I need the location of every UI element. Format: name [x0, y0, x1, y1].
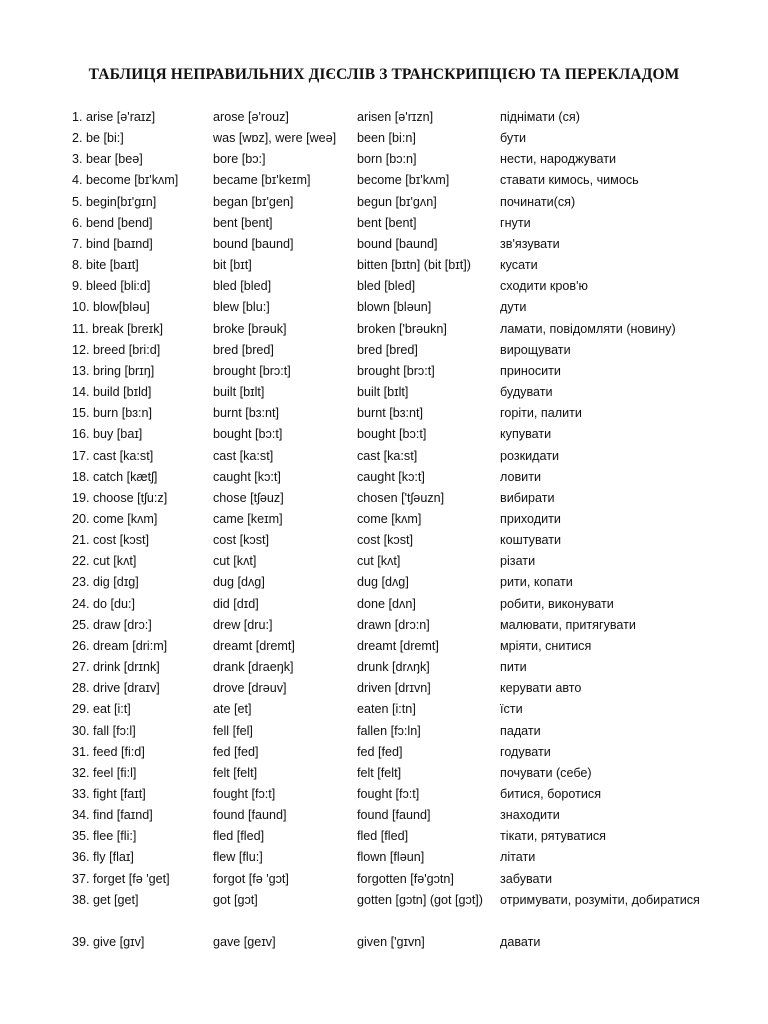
infinitive-cell: 13. bring [brɪŋ]	[72, 363, 155, 378]
past-simple-cell: ate [et]	[213, 702, 252, 717]
translation-cell: піднімати (ся)	[500, 110, 580, 124]
translation-cell: їсти	[500, 702, 523, 717]
translation-cell: рити, копати	[500, 575, 573, 590]
past-participle-cell: felt [felt]	[357, 765, 402, 780]
infinitive-cell: 22. cut [kʌt]	[72, 554, 137, 569]
infinitive-cell: 17. cast [ka:st]	[72, 448, 154, 463]
past-simple-cell: forgot [fə 'gɔt]	[213, 871, 289, 886]
past-participle-cell: blown [bləun]	[357, 300, 432, 315]
table-row	[72, 634, 712, 655]
translation-cell: коштувати	[500, 533, 562, 548]
past-participle-cell: drawn [drɔ:n]	[357, 617, 430, 632]
translation-cell: бути	[500, 131, 527, 146]
past-participle-cell: cut [kʌt]	[357, 554, 401, 569]
translation-cell: вирощувати	[500, 342, 571, 357]
past-simple-cell: brought [brɔ:t]	[213, 363, 291, 378]
translation-cell: літати	[500, 850, 536, 865]
infinitive-cell: 15. burn [bɜ:n]	[72, 406, 152, 421]
table-row	[72, 867, 712, 888]
infinitive-cell: 31. feed [fi:d]	[72, 744, 145, 759]
past-participle-cell: bent [bent]	[357, 215, 417, 230]
past-participle-cell: built [bɪlt]	[357, 385, 409, 400]
past-simple-cell: bled [bled]	[213, 279, 272, 294]
past-simple-cell: cost [kɔst]	[213, 533, 269, 548]
irregular-verbs-table	[72, 105, 712, 951]
past-participle-cell: come [kʌm]	[357, 511, 422, 526]
infinitive-cell: 21. cost [kɔst]	[72, 533, 149, 548]
past-participle-cell: broken ['brəukn]	[357, 321, 447, 336]
past-participle-cell: dreamt [dremt]	[357, 638, 439, 653]
table-row	[72, 401, 712, 422]
past-simple-cell: drank [draeŋk]	[213, 660, 294, 675]
past-simple-cell: cut [kʌt]	[213, 554, 257, 569]
translation-cell: падати	[500, 723, 541, 738]
table-row	[72, 317, 712, 338]
infinitive-cell: 30. fall [fɔ:l]	[72, 723, 136, 738]
translation-cell: вибирати	[500, 490, 555, 505]
infinitive-cell: 19. choose [tʃu:z]	[72, 490, 168, 505]
table-row	[72, 465, 712, 486]
infinitive-cell: 6. bend [bend]	[72, 215, 153, 230]
translation-cell: мріяти, снитися	[500, 638, 592, 653]
infinitive-cell: 5. begin[bɪ'gɪn]	[72, 194, 157, 209]
infinitive-cell: 24. do [du:]	[72, 596, 136, 611]
past-simple-cell: fled [fled]	[213, 829, 265, 844]
past-participle-cell: bought [bɔ:t]	[357, 427, 427, 442]
infinitive-cell: 8. bite [baɪt]	[72, 258, 139, 273]
table-row	[72, 422, 712, 443]
translation-cell: зв'язувати	[500, 236, 560, 251]
past-participle-cell: become [bɪ'kʌm]	[357, 173, 450, 188]
page-title: ТАБЛИЦЯ НЕПРАВИЛЬНИХ ДІЄСЛІВ З ТРАНСКРИПЦІЄЮ ТА ПЕРЕКЛАДОМ	[88, 66, 680, 83]
translation-cell: горіти, палити	[500, 406, 582, 421]
past-simple-cell: found [faund]	[213, 808, 287, 823]
past-participle-cell: cost [kɔst]	[357, 533, 413, 548]
past-simple-cell: broke [brəuk]	[213, 321, 287, 336]
translation-cell: сходити кров'ю	[500, 279, 588, 294]
infinitive-cell: 38. get [get]	[72, 892, 139, 907]
infinitive-cell: 9. bleed [bli:d]	[72, 279, 151, 294]
past-simple-cell: bent [bent]	[213, 215, 273, 230]
past-participle-cell: forgotten [fə'gɔtn]	[357, 871, 454, 886]
past-simple-cell: arose [ə'rouz]	[213, 110, 289, 124]
infinitive-cell: 32. feel [fi:l]	[72, 765, 137, 780]
past-participle-cell: found [faund]	[357, 808, 431, 823]
translation-cell: годувати	[500, 744, 551, 759]
infinitive-cell: 33. fight [faɪt]	[72, 787, 146, 801]
past-simple-cell: chose [tʃəuz]	[213, 490, 284, 505]
table-row	[72, 676, 712, 697]
infinitive-cell: 26. dream [dri:m]	[72, 638, 168, 653]
past-participle-cell: fought [fɔ:t]	[357, 787, 420, 801]
table-row	[72, 528, 712, 549]
table-row	[72, 592, 712, 613]
infinitive-cell: 1. arise [ə'raɪz]	[72, 110, 156, 124]
table-row	[72, 274, 712, 295]
table-row	[72, 761, 712, 782]
table-row	[72, 232, 712, 253]
infinitive-cell: 2. be [bi:]	[72, 131, 124, 146]
translation-cell: розкидати	[500, 448, 560, 463]
past-participle-cell: given ['gɪvn]	[357, 935, 425, 950]
translation-cell: приходити	[500, 511, 561, 526]
translation-cell: купувати	[500, 427, 552, 442]
past-participle-cell: caught [kɔ:t]	[357, 469, 425, 484]
table-row	[72, 211, 712, 232]
table-row	[72, 782, 712, 803]
table-row	[72, 168, 712, 189]
past-simple-cell: bore [bɔ:]	[213, 152, 266, 167]
past-simple-cell: dreamt [dremt]	[213, 638, 295, 653]
translation-cell: отримувати, розуміти, добиратися	[500, 892, 700, 907]
translation-cell: забувати	[500, 871, 553, 886]
infinitive-cell: 35. flee [fli:]	[72, 829, 137, 844]
past-participle-cell: chosen ['tʃəuzn]	[357, 490, 445, 505]
table-row	[72, 740, 712, 761]
table-row	[72, 845, 712, 866]
translation-cell: ловити	[500, 469, 542, 484]
translation-cell: нести, народжувати	[500, 152, 617, 167]
past-participle-cell: fed [fed]	[357, 744, 403, 759]
past-simple-cell: gave [geɪv]	[213, 935, 276, 950]
table-row	[72, 613, 712, 634]
past-participle-cell: been [bi:n]	[357, 131, 416, 146]
infinitive-cell: 36. fly [flaɪ]	[72, 850, 134, 865]
translation-cell: тікати, рятуватися	[500, 829, 606, 844]
infinitive-cell: 11. break [breɪk]	[72, 321, 164, 336]
table-row	[72, 380, 712, 401]
past-participle-cell: begun [bɪ'gʌn]	[357, 194, 437, 209]
table-row	[72, 486, 712, 507]
infinitive-cell: 7. bind [baɪnd]	[72, 236, 153, 251]
past-simple-cell: dug [dʌg]	[213, 575, 265, 590]
table-row	[72, 549, 712, 570]
past-participle-cell: dug [dʌg]	[357, 575, 409, 590]
past-simple-cell: got [gɔt]	[213, 892, 258, 907]
infinitive-cell: 39. give [gɪv]	[72, 935, 145, 950]
past-simple-cell: burnt [bɜ:nt]	[213, 406, 279, 421]
translation-cell: будувати	[500, 385, 553, 400]
translation-cell: керувати авто	[500, 681, 582, 696]
past-participle-cell: burnt [bɜ:nt]	[357, 406, 423, 421]
infinitive-cell: 37. forget [fə 'get]	[72, 871, 170, 886]
past-participle-cell: flown [fləun]	[357, 850, 425, 865]
past-simple-cell: fed [fed]	[213, 744, 259, 759]
translation-cell: почувати (себе)	[500, 765, 592, 780]
past-participle-cell: driven [drɪvn]	[357, 681, 431, 696]
table-row	[72, 253, 712, 274]
past-participle-cell: born [bɔ:n]	[357, 152, 417, 167]
past-participle-cell: cast [ka:st]	[357, 448, 418, 463]
translation-cell: різати	[500, 554, 536, 569]
past-participle-cell: arisen [ə'rɪzn]	[357, 110, 434, 124]
infinitive-cell: 25. draw [drɔ:]	[72, 617, 152, 632]
infinitive-cell: 14. build [bɪld]	[72, 385, 152, 400]
table-row	[72, 190, 712, 211]
infinitive-cell: 34. find [faɪnd]	[72, 808, 153, 823]
past-simple-cell: cast [ka:st]	[213, 448, 274, 463]
past-participle-cell: done [dʌn]	[357, 596, 416, 611]
past-simple-cell: drew [dru:]	[213, 617, 273, 632]
past-participle-cell: fled [fled]	[357, 829, 409, 844]
table-row	[72, 697, 712, 718]
infinitive-cell: 28. drive [draɪv]	[72, 681, 160, 696]
past-simple-cell: bought [bɔ:t]	[213, 427, 283, 442]
translation-cell: давати	[500, 935, 541, 950]
table-row	[72, 507, 712, 528]
infinitive-cell: 23. dig [dɪg]	[72, 575, 139, 590]
table-row	[72, 570, 712, 591]
table-row	[72, 824, 712, 845]
past-simple-cell: did [dɪd]	[213, 596, 259, 611]
translation-cell: знаходити	[500, 808, 560, 823]
past-participle-cell: brought [brɔ:t]	[357, 363, 435, 378]
table-row	[72, 888, 712, 930]
infinitive-cell: 16. buy [baɪ]	[72, 427, 143, 442]
past-simple-cell: came [keɪm]	[213, 511, 283, 526]
past-participle-cell: bred [bred]	[357, 342, 418, 357]
past-participle-cell: bled [bled]	[357, 279, 416, 294]
table-row	[72, 930, 712, 951]
translation-cell: починати(ся)	[500, 194, 576, 209]
past-simple-cell: fought [fɔ:t]	[213, 787, 276, 801]
past-simple-cell: fell [fel]	[213, 723, 253, 738]
translation-cell: дути	[500, 300, 527, 315]
translation-cell: малювати, притягувати	[500, 617, 636, 632]
table-row	[72, 147, 712, 168]
past-simple-cell: bit [bɪt]	[213, 258, 252, 273]
table-row	[72, 105, 712, 126]
table-row	[72, 444, 712, 465]
past-simple-cell: caught [kɔ:t]	[213, 469, 281, 484]
translation-cell: робити, виконувати	[500, 596, 614, 611]
infinitive-cell: 18. catch [kætʃ]	[72, 469, 158, 484]
translation-cell: ставати кимось, чимось	[500, 173, 639, 188]
translation-cell: пити	[500, 660, 527, 675]
table-row	[72, 338, 712, 359]
translation-cell: гнути	[500, 215, 531, 230]
past-simple-cell: felt [felt]	[213, 765, 258, 780]
table-row	[72, 295, 712, 316]
past-simple-cell: bound [baund]	[213, 236, 294, 251]
table-row	[72, 359, 712, 380]
past-simple-cell: was [wɒz], were [weə]	[213, 131, 337, 146]
past-simple-cell: bred [bred]	[213, 342, 274, 357]
table-row	[72, 126, 712, 147]
past-simple-cell: flew [flu:]	[213, 850, 263, 865]
infinitive-cell: 29. eat [i:t]	[72, 702, 131, 717]
translation-cell: ламати, повідомляти (новину)	[500, 321, 676, 336]
past-participle-cell: drunk [drʌŋk]	[357, 660, 430, 675]
infinitive-cell: 20. come [kʌm]	[72, 511, 158, 526]
past-simple-cell: began [bɪ'gen]	[213, 194, 294, 209]
infinitive-cell: 10. blow[bləu]	[72, 300, 150, 315]
translation-cell: битися, боротися	[500, 787, 602, 801]
infinitive-cell: 27. drink [drɪnk]	[72, 660, 160, 675]
infinitive-cell: 12. breed [bri:d]	[72, 342, 161, 357]
table-row	[72, 719, 712, 740]
past-participle-cell: fallen [fɔ:ln]	[357, 723, 421, 738]
translation-cell: кусати	[500, 258, 538, 273]
past-simple-cell: drove [drəuv]	[213, 681, 287, 696]
past-participle-cell: eaten [i:tn]	[357, 702, 416, 717]
infinitive-cell: 4. become [bɪ'kʌm]	[72, 173, 179, 188]
past-participle-cell: bitten [bɪtn] (bit [bɪt])	[357, 258, 471, 273]
past-simple-cell: became [bɪ'keɪm]	[213, 173, 311, 188]
table-row	[72, 803, 712, 824]
translation-cell: приносити	[500, 363, 561, 378]
table-row	[72, 655, 712, 676]
infinitive-cell: 3. bear [beə]	[72, 152, 143, 167]
past-simple-cell: blew [blu:]	[213, 300, 270, 315]
past-participle-cell: gotten [gɔtn] (got [gɔt])	[357, 892, 484, 907]
past-simple-cell: built [bɪlt]	[213, 385, 265, 400]
past-participle-cell: bound [baund]	[357, 236, 438, 251]
